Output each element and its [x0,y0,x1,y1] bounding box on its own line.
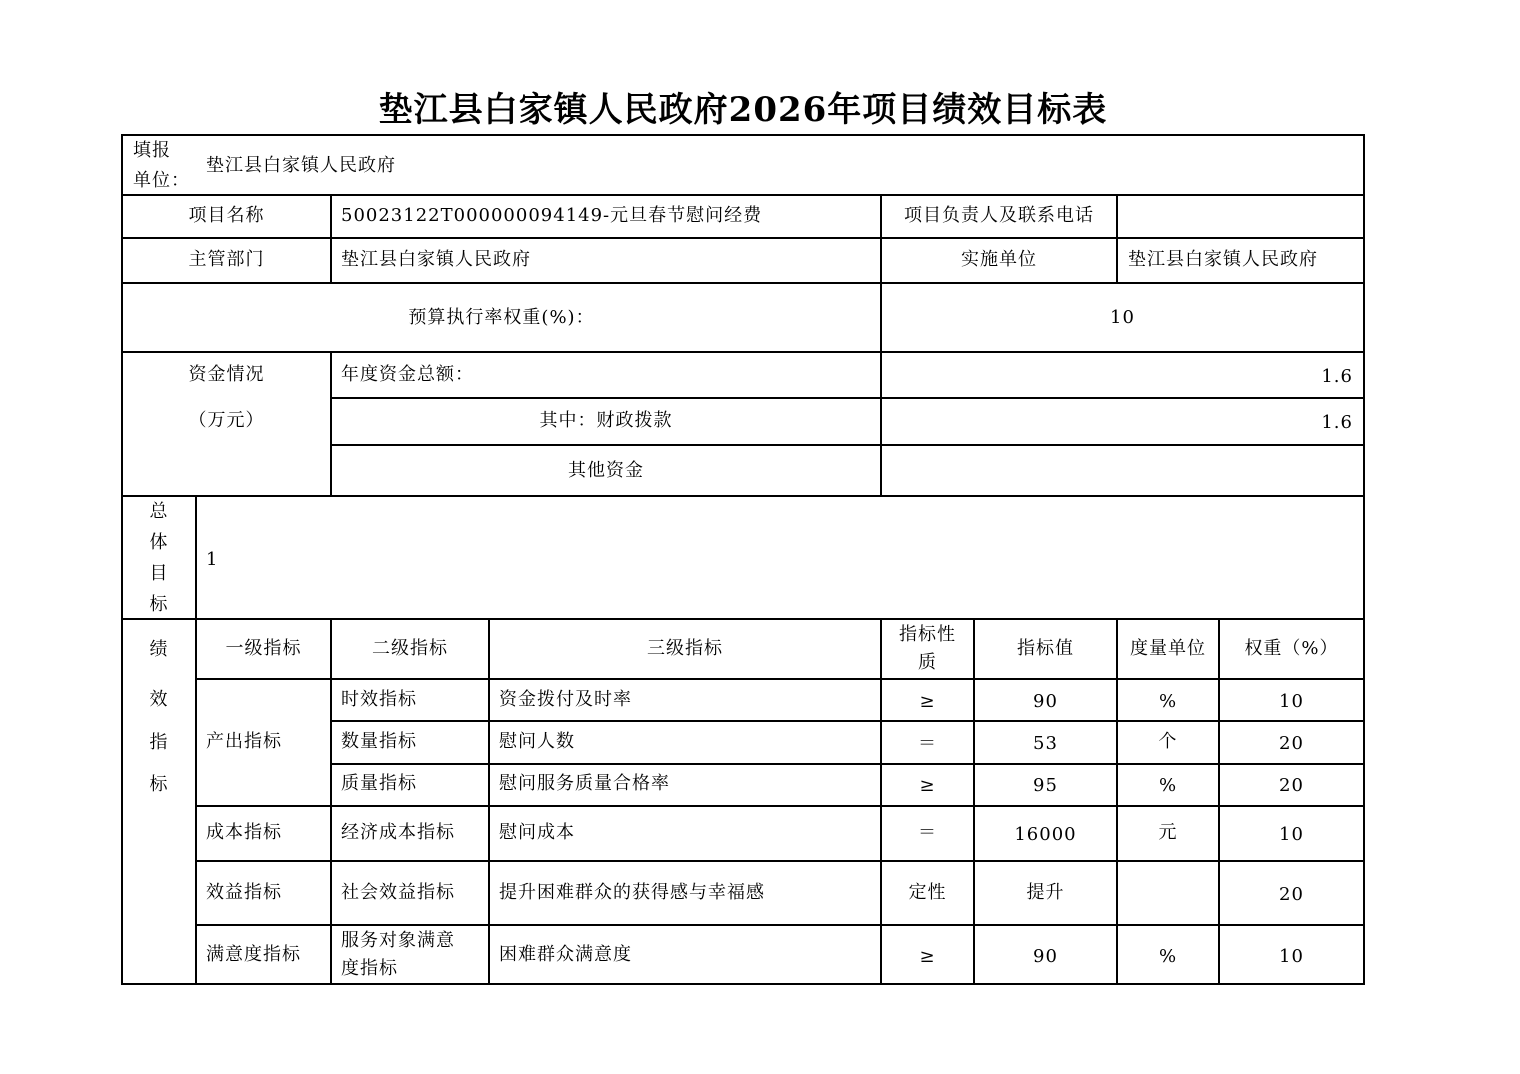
row-value: 90 [1033,946,1058,967]
grid-line [121,495,1364,497]
row-unit: % [1158,691,1178,712]
row-level2: 时效指标 [341,689,417,710]
project-name-label: 项目名称 [188,205,265,226]
row-unit: % [1158,946,1178,967]
goal-label: 目 [149,563,169,584]
grid-line [488,618,490,985]
report-unit-label: 单位： [133,170,190,191]
row-weight: 20 [1279,733,1304,754]
row-nature: ≥ [919,691,936,712]
grid-line [121,618,1364,620]
grid-line [121,134,1364,136]
budget-label: 预算执行率权重(%)： [408,307,595,328]
grid-line [195,924,1364,926]
page-title: 垫江县白家镇人民政府2026年项目绩效目标表 [378,90,1108,130]
fiscal-funds-value: 1.6 [1321,412,1353,433]
row-nature: ＝ [918,733,937,754]
project-name-value: 50023122T000000094149-元旦春节慰问经费 [341,205,763,226]
annual-funds-label: 年度资金总额： [341,364,474,385]
group-output: 产出指标 [206,731,282,752]
annual-funds-value: 1.6 [1321,366,1353,387]
indicators-side-label: 标 [149,774,169,795]
row-weight: 10 [1279,691,1304,712]
grid-line [330,720,1364,722]
row-level2: 服务对象满意 [341,930,455,951]
row-level3: 慰问人数 [499,731,575,752]
budget-value: 10 [1110,307,1135,328]
row-weight: 20 [1279,884,1304,905]
group-benefit: 效益指标 [206,882,282,903]
grid-line [121,194,1364,196]
grid-line [330,618,332,985]
grid-line [121,237,1364,239]
grid-line [121,983,1364,985]
goal-label: 总 [149,501,169,522]
row-value: 90 [1033,691,1058,712]
row-nature: ≥ [919,775,936,796]
grid-line [195,805,1364,807]
grid-line [1363,134,1365,985]
row-level3: 慰问成本 [499,822,575,843]
funds-unit-label: （万元） [188,410,265,431]
impl-label: 实施单位 [961,249,1037,270]
row-value: 16000 [1014,824,1077,845]
project-contact-label: 项目负责人及联系电话 [904,205,1094,226]
grid-line [195,495,197,985]
row-level2: 质量指标 [341,773,417,794]
row-value: 53 [1033,733,1058,754]
row-level3: 提升困难群众的获得感与幸福感 [499,882,765,903]
row-weight: 10 [1279,946,1304,967]
other-funds-label: 其他资金 [568,460,644,481]
row-nature: ＝ [918,822,937,843]
goal-label: 标 [149,594,169,615]
goal-value: 1 [206,549,219,570]
row-unit: 个 [1158,731,1178,752]
grid-line [121,351,1364,353]
row-unit: % [1158,775,1178,796]
row-level3: 资金拨付及时率 [499,689,632,710]
group-satisfaction: 满意度指标 [206,944,301,965]
grid-line [330,397,1364,399]
row-value: 提升 [1026,882,1065,903]
grid-line [121,282,1364,284]
indicators-side-label: 效 [149,689,169,710]
grid-line [195,678,1364,680]
row-nature: ≥ [919,946,936,967]
grid-line [195,860,1364,862]
grid-line [330,194,332,284]
indicators-side-label: 绩 [149,639,169,660]
header-value: 指标值 [1017,638,1074,659]
dept-label: 主管部门 [188,249,265,270]
row-level3: 慰问服务质量合格率 [499,773,670,794]
group-cost: 成本指标 [206,822,282,843]
header-level3: 三级指标 [647,638,723,659]
row-nature: 定性 [908,882,947,903]
row-unit: 元 [1158,822,1178,843]
report-unit-label: 填报 [133,140,171,161]
header-nature: 指标性 [899,624,956,645]
funds-label: 资金情况 [188,364,265,385]
header-level2: 二级指标 [372,638,448,659]
goal-label: 体 [149,532,169,553]
grid-line [1116,194,1118,284]
row-level2: 社会效益指标 [341,882,455,903]
report-unit-value: 垫江县白家镇人民政府 [206,155,396,176]
row-value: 95 [1033,775,1058,796]
row-weight: 10 [1279,824,1304,845]
impl-value: 垫江县白家镇人民政府 [1128,249,1318,270]
header-weight: 权重（%） [1244,638,1339,659]
row-level2: 经济成本指标 [341,822,455,843]
indicators-side-label: 指 [149,732,169,753]
fiscal-funds-label: 其中：财政拨款 [539,410,673,431]
grid-line [330,763,1364,765]
grid-line [973,618,975,985]
grid-line [1116,618,1118,985]
header-unit: 度量单位 [1130,638,1206,659]
header-nature: 质 [918,652,937,673]
dept-value: 垫江县白家镇人民政府 [341,249,531,270]
header-level1: 一级指标 [225,638,302,659]
row-weight: 20 [1279,775,1304,796]
row-level3: 困难群众满意度 [499,944,632,965]
grid-line [1218,618,1220,985]
row-level2: 数量指标 [341,731,417,752]
grid-line [330,444,1364,446]
row-level2: 度指标 [341,958,398,979]
